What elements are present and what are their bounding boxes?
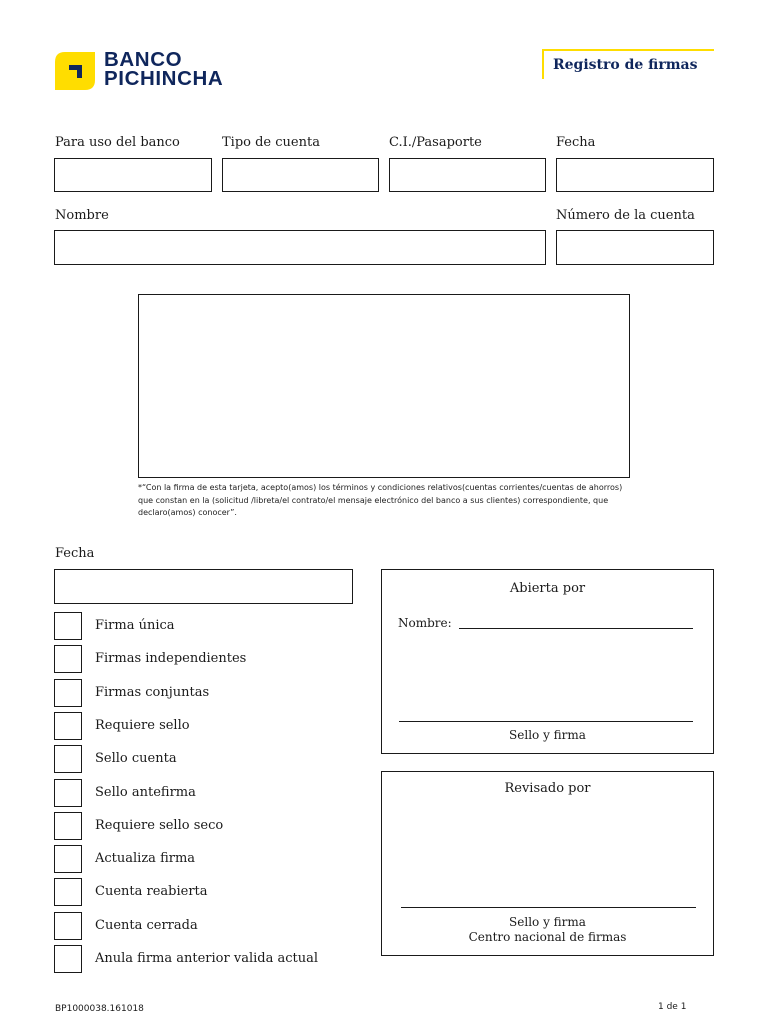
checkbox-label: Cuenta reabierta [95, 884, 208, 899]
abierta-nombre-line[interactable] [459, 628, 693, 629]
checkbox-row[interactable] [54, 945, 354, 975]
checkbox-label: Firma única [95, 618, 175, 633]
checkbox-label: Sello cuenta [95, 751, 177, 766]
brand-name-line2: PICHINCHA [104, 67, 224, 90]
fecha-top-label: Fecha [556, 135, 596, 150]
tipo-cuenta-field[interactable] [222, 158, 379, 192]
document-title: Registro de firmas [553, 57, 698, 73]
uso-banco-field[interactable] [54, 158, 212, 192]
signature-box[interactable] [138, 294, 630, 478]
checkbox-label: Requiere sello [95, 718, 190, 733]
checkbox-row[interactable] [54, 779, 354, 809]
abierta-nombre-label: Nombre: [398, 616, 452, 630]
ci-pasaporte-label: C.I./Pasaporte [389, 135, 482, 150]
abierta-por-panel [381, 569, 714, 754]
checkbox-label: Sello antefirma [95, 785, 196, 800]
nombre-label: Nombre [55, 208, 109, 223]
page-number: 1 de 1 [658, 1002, 687, 1012]
form-code: BP1000038.161018 [55, 1004, 144, 1014]
brand-name [104, 50, 223, 88]
checkbox[interactable] [54, 812, 82, 840]
checkbox[interactable] [54, 612, 82, 640]
abierta-sello-firma-label: Sello y firma [509, 728, 586, 742]
checkbox[interactable] [54, 878, 82, 906]
checkbox-label: Cuenta cerrada [95, 918, 198, 933]
checkbox[interactable] [54, 645, 82, 673]
numero-cuenta-field[interactable] [556, 230, 714, 265]
revisado-por-panel [381, 771, 714, 956]
checkbox[interactable] [54, 712, 82, 740]
revisado-por-title: Revisado por [504, 781, 591, 796]
checkbox-row[interactable] [54, 679, 354, 709]
checkbox[interactable] [54, 945, 82, 973]
brand-name-line1: BANCO [104, 48, 183, 71]
ci-pasaporte-field[interactable] [389, 158, 546, 192]
checkbox-row[interactable] [54, 878, 354, 908]
checkbox-label: Requiere sello seco [95, 818, 224, 833]
nombre-field[interactable] [54, 230, 546, 265]
abierta-signature-line[interactable] [399, 721, 693, 722]
checkbox-row[interactable] [54, 745, 354, 775]
checkbox-row[interactable] [54, 812, 354, 842]
checkbox[interactable] [54, 845, 82, 873]
checkbox-row[interactable] [54, 712, 354, 742]
revisado-signature-line[interactable] [401, 907, 696, 908]
fecha-bottom-field[interactable] [54, 569, 353, 604]
revisado-centro-label: Centro nacional de firmas [468, 930, 627, 944]
checkbox-label: Firmas conjuntas [95, 685, 210, 700]
revisado-sello-firma-label: Sello y firma [509, 915, 586, 929]
fecha-top-field[interactable] [556, 158, 714, 192]
banco-pichincha-logo-icon [55, 52, 95, 90]
checkbox[interactable] [54, 745, 82, 773]
checkbox-label: Firmas independientes [95, 651, 247, 666]
terms-text: *“Con la firma de esta tarjeta, acepto(amos) los términos y condiciones relativos(cuentas corrientes/cuentas de ahorros) que constan en la (solicitud /libreta/el contrato/el mensaje electrónico del banco a sus clientes) correspondiente, que declaro(amos) conocer”. [138, 483, 623, 517]
uso-banco-label: Para uso del banco [55, 135, 180, 150]
checkbox-label: Anula firma anterior valida actual [95, 951, 319, 966]
fecha-bottom-label: Fecha [55, 546, 95, 561]
checkbox-row[interactable] [54, 845, 354, 875]
checkbox[interactable] [54, 679, 82, 707]
checkbox-label: Actualiza firma [95, 851, 196, 866]
checkbox-row[interactable] [54, 612, 354, 642]
checkbox[interactable] [54, 779, 82, 807]
checkbox-row[interactable] [54, 912, 354, 942]
tipo-cuenta-label: Tipo de cuenta [222, 135, 320, 150]
numero-cuenta-label: Número de la cuenta [556, 208, 695, 223]
checkbox-row[interactable] [54, 645, 354, 675]
abierta-por-title: Abierta por [509, 581, 586, 596]
checkbox[interactable] [54, 912, 82, 940]
